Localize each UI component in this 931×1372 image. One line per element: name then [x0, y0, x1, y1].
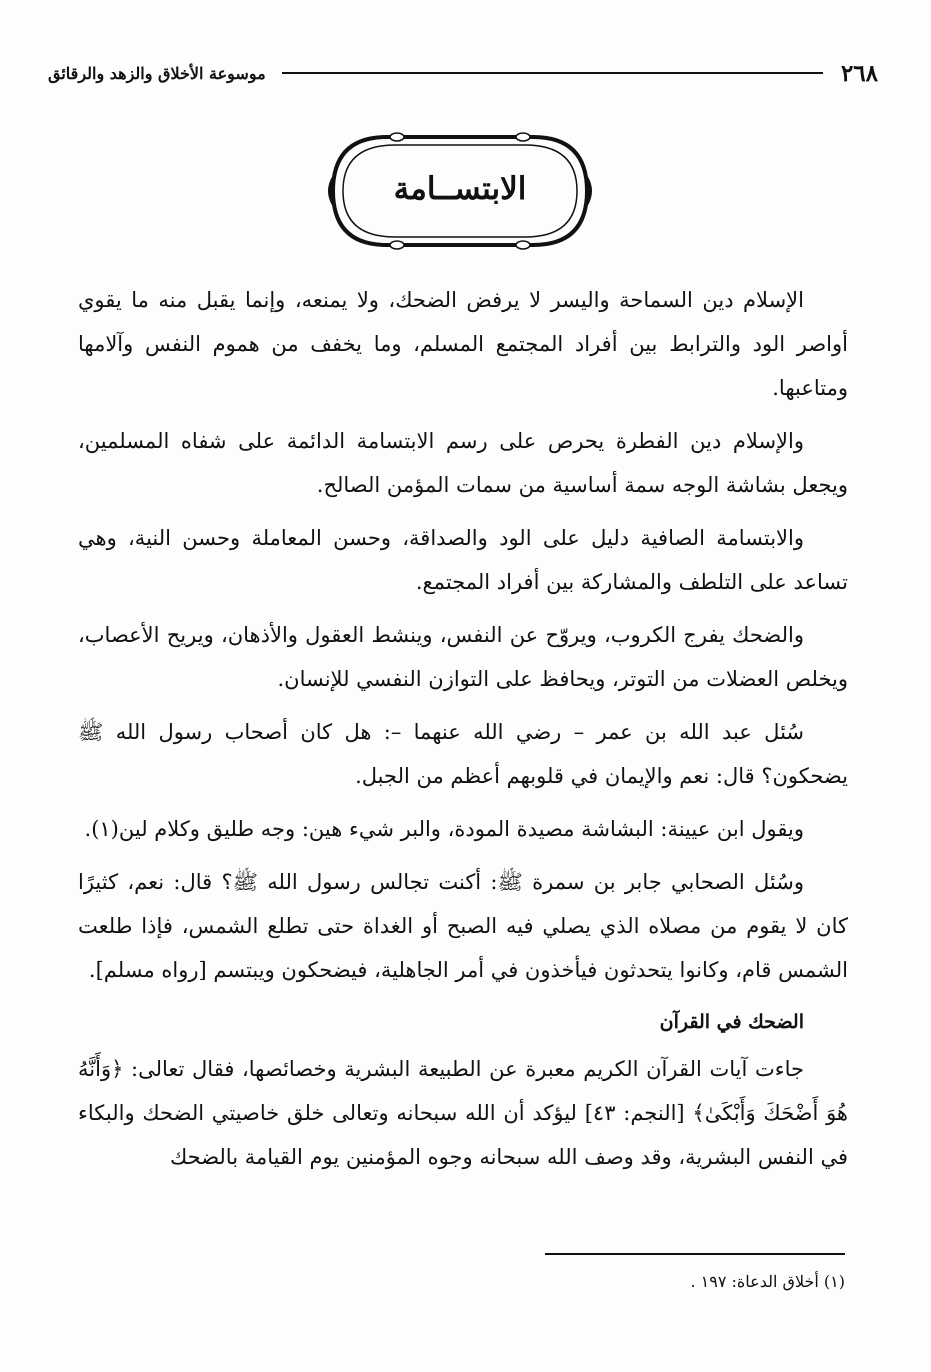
paragraph: والابتسامة الصافية دليل على الود والصداقة، وحسن المعاملة وحسن النية، وهي تساعد على التلطف والمشاركة بين أفراد المجتمع. [78, 526, 848, 594]
footnote-rule [545, 1253, 845, 1255]
paragraph: جاءت آيات القرآن الكريم معبرة عن الطبيعة البشرية وخصائصها، فقال تعالى: ﴿وَأَنَّهُ هُوَ أَضْحَكَ وَأَبْكَىٰ﴾ [النجم: ٤٣] ليؤكد أن الله سبحانه وتعالى خلق خاصيتي الضحك والبكاء في النفس البشرية، وقد وصف الله سبحانه وجوه المؤمنين يوم القيامة بالضحك [78, 1057, 848, 1169]
page-title: الابتســامة [393, 171, 527, 207]
paragraph: والإسلام دين الفطرة يحرص على رسم الابتسامة الدائمة على شفاه المسلمين، ويجعل بشاشة الوجه سمة أساسية من سمات المؤمن الصالح. [78, 429, 848, 497]
header-rule [282, 72, 823, 74]
running-header [48, 58, 878, 88]
title-cartouche [325, 127, 595, 255]
paragraph: سُئل عبد الله بن عمر – رضي الله عنهما –: هل كان أصحاب رسول الله ﷺ يضحكون؟ قال: نعم والإيمان في قلوبهم أعظم من الجبل. [78, 720, 848, 788]
paragraph: الإسلام دين السماحة واليسر لا يرفض الضحك، ولا يمنعه، وإنما يقبل منه ما يقوي أواصر الود والترابط بين أفراد المجتمع المسلم، وما يخفف من هموم النفس وآلامها ومتاعبها. [78, 288, 848, 400]
paragraph: والضحك يفرج الكروب، ويروّح عن النفس، وينشط العقول والأذهان، ويريح الأعصاب، ويخلص العضلات من التوتر، ويحافظ على التوازن النفسي للإنسان. [78, 623, 848, 691]
body-text [78, 278, 848, 1188]
footnote: (١) أخلاق الدعاة: ١٩٧ . [690, 1272, 845, 1291]
paragraph: ويقول ابن عيينة: البشاشة مصيدة المودة، والبر شيء هين: وجه طليق وكلام لين(١). [84, 817, 804, 841]
page-number: ٢٦٨ [840, 59, 878, 87]
book-title: موسوعة الأخلاق والزهد والرقائق [48, 63, 266, 83]
section-heading: الضحك في القرآن [659, 1011, 804, 1033]
paragraph: وسُئل الصحابي جابر بن سمرة ﷺ: أكنت تجالس رسول الله ﷺ؟ قال: نعم، كثيرًا كان لا يقوم من مصلاه الذي يصلي فيه الصبح أو الغداة حتى تطلع الشمس، فإذا طلعت الشمس قام، وكانوا يتحدثون فيأخذون في أمر الجاهلية، فيضحكون ويبتسم [رواه مسلم]. [78, 870, 848, 982]
